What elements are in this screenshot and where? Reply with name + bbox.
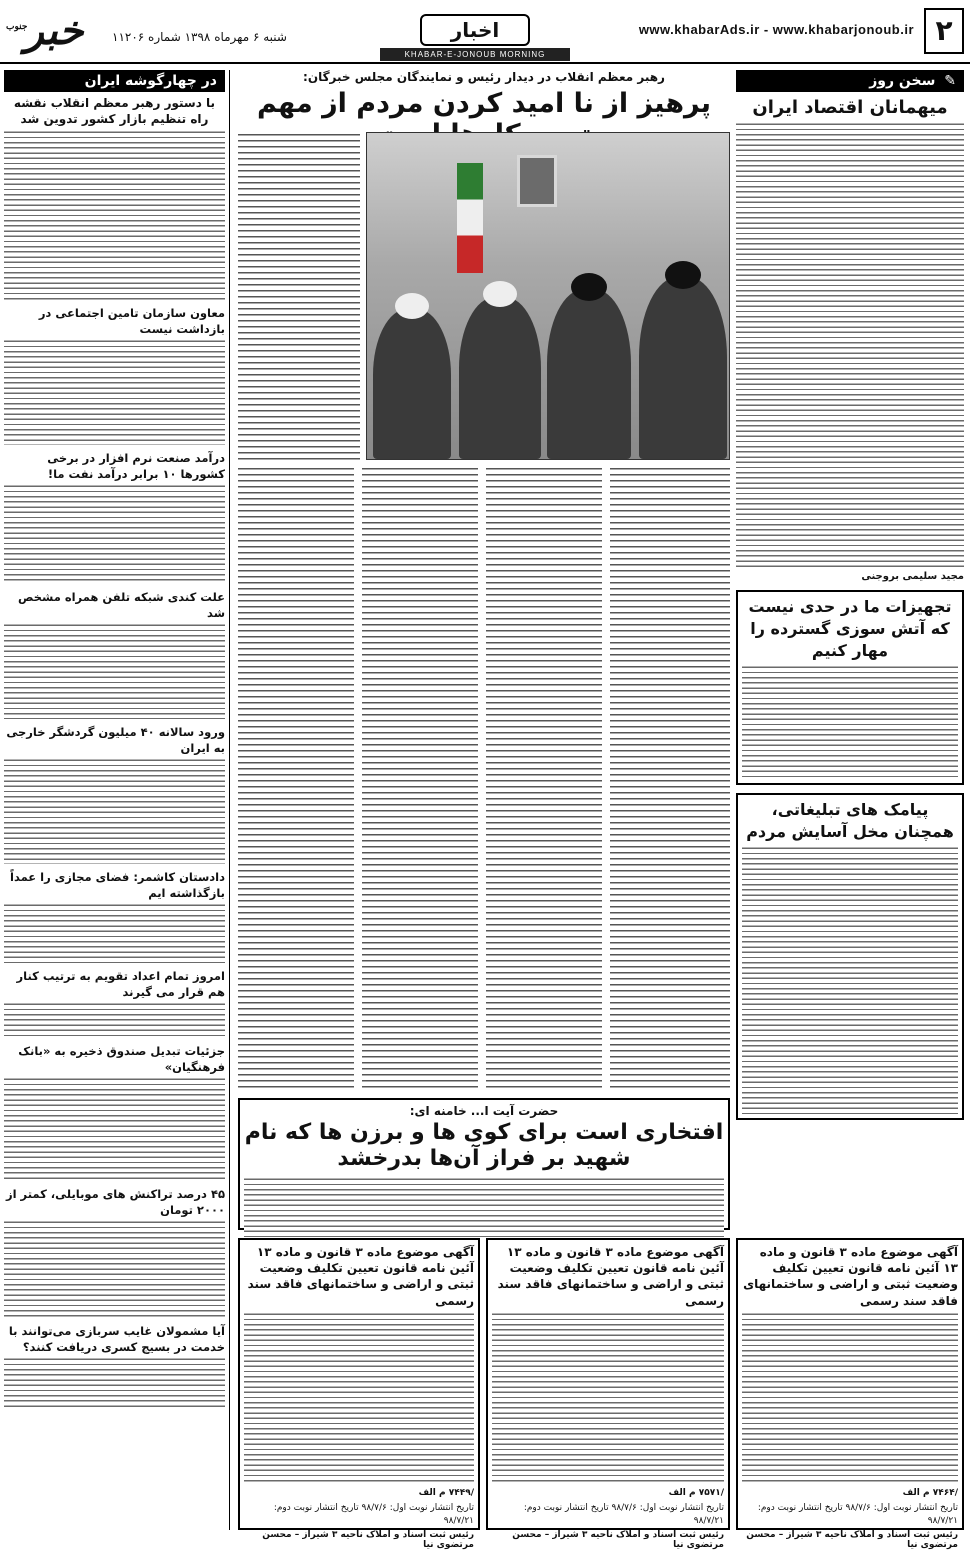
ad-dates: تاریخ انتشار نوبت اول: ۹۸/۷/۶ تاریخ انتشار نوبت دوم: ۹۸/۷/۲۱: [273, 1503, 474, 1526]
ad-body: [244, 1312, 474, 1484]
person-figure: [639, 277, 727, 459]
quote-speaker: حضرت آیت ا... خامنه ای:: [409, 1104, 559, 1118]
story-sms-title: پیامک های تبلیغاتی، همچنان مخل آسایش مردم: [746, 800, 954, 841]
quote-text: افتخاری است برای کوی ها و برزن ها که نام شهید بر فراز آن‌ها بدرخشد: [244, 1120, 724, 1172]
brief-body: [4, 903, 225, 963]
legal-ad-2: [486, 1238, 730, 1550]
turban-shape: [483, 281, 517, 307]
main-headline: پرهیز از نا امید کردن مردم از مهم: [256, 88, 711, 119]
logo-text: خبر: [24, 7, 84, 54]
english-name-strip: KHABAR-E-JONOUB MORNING NEWSPAPER: [380, 48, 570, 61]
editorial-body: [736, 122, 964, 568]
legal-ad-3: [238, 1238, 480, 1550]
ad-signature: رئیس ثبت اسناد و املاک ناحیه ۳ شیراز – محسن مرتضوی نیا: [262, 1529, 474, 1550]
main-body-col-1: [238, 466, 354, 1092]
story-fire-title: تجهیزات ما در حدی نیست که آتش سوزی گسترده را مهار کنیم: [748, 597, 952, 660]
editorial-author: مجید سلیمی بروجنی: [861, 571, 964, 583]
person-figure: [373, 309, 451, 459]
turban-shape: [395, 293, 429, 319]
brief-title: دادستان کاشمر: فضای مجازی را عمداً بازگذاشته ایم: [10, 870, 225, 900]
logo-subtext: جنوب: [6, 22, 28, 32]
pen-icon: ✎: [944, 73, 956, 89]
main-body-col-2: [362, 466, 478, 1092]
ad-dates: تاریخ انتشار نوبت اول: ۹۸/۷/۶ تاریخ انتشار نوبت دوم: ۹۸/۷/۲۱: [757, 1503, 958, 1526]
brief-title: درآمد صنعت نرم افزار در برخی کشورها ۱۰ برابر درآمد نفت ما!: [47, 451, 225, 481]
turban-shape: [665, 261, 701, 289]
brief-body: [4, 623, 225, 719]
editorial-label: [736, 70, 964, 92]
right-column: [736, 70, 964, 1098]
site-urls[interactable]: www.khabarAds.ir - www.khabarjonoub.ir: [638, 22, 914, 37]
story-sms-body: [742, 846, 958, 1114]
brief-body: [4, 339, 225, 445]
brief-body: [4, 130, 225, 300]
brief-title: آیا مشمولان غایب سربازی می‌توانند با خدمت در بسیج کسری دریافت کنند؟: [8, 1324, 225, 1354]
main-story: [238, 70, 730, 1094]
brief-title: ۴۵ درصد تراکنش های موبایلی، کمتر از ۲۰۰۰ تومان: [5, 1187, 225, 1217]
brief-body: [4, 1077, 225, 1181]
main-body-col-3: [486, 466, 602, 1092]
left-column: [4, 70, 230, 1530]
editorial-title: میهمانان اقتصاد ایران: [752, 97, 948, 118]
ad-title: آگهی موضوع ماده ۳ قانون و ماده ۱۳ آئین نامه قانون تعیین تکلیف وضعیت ثبتی و اراضی و ساختمانهای فاقد سند رسمی: [497, 1245, 724, 1308]
portrait-frame: [517, 155, 557, 207]
brief-body: [4, 1220, 225, 1318]
brief-title: جزئیات تبدیل صندوق ذخیره به «بانک فرهنگیان»: [18, 1044, 225, 1074]
main-body-lead: [238, 132, 360, 460]
section-title: اخبار: [420, 14, 530, 46]
main-body-col-4: [610, 466, 730, 1092]
quote-body: [244, 1177, 724, 1239]
person-figure: [547, 289, 631, 459]
newspaper-logo: [4, 4, 104, 58]
brief-title: ورود سالانه ۴۰ میلیون گردشگر خارجی به ایران: [6, 725, 225, 755]
ad-dates: تاریخ انتشار نوبت اول: ۹۸/۷/۶ تاریخ انتشار نوبت دوم: ۹۸/۷/۲۱: [523, 1503, 724, 1526]
brief-title: معاون سازمان تامین اجتماعی در بازداشت نیست: [38, 306, 225, 336]
brief-body: [4, 1002, 225, 1038]
ad-code: /۷۴۴۹ م الف: [418, 1487, 474, 1498]
brief-title: با دستور رهبر معظم انقلاب نقشه راه تنظیم بازار کشور تدوین شد: [13, 96, 216, 126]
ad-signature: رئیس ثبت اسناد و املاک ناحیه ۳ شیراز – محسن مرتضوی نیا: [512, 1529, 724, 1550]
brief-title: امروز تمام اعداد تقویم به ترتیب کنار هم قرار می گیرند: [16, 969, 225, 999]
ad-title: آگهی موضوع ماده ۳ قانون و ماده ۱۳ آئین نامه قانون تعیین تکلیف وضعیت ثبتی و اراضی و ساختمانهای فاقد سند رسمی: [743, 1245, 958, 1308]
story-fire-equipment: [736, 590, 964, 785]
brief-body: [4, 1357, 225, 1409]
ad-code: /۷۴۶۴ م الف: [902, 1487, 958, 1498]
ad-code: /۷۵۷۱ م الف: [668, 1487, 724, 1498]
meeting-photo: [366, 132, 730, 460]
masthead: [0, 0, 970, 72]
brief-body: [4, 758, 225, 864]
story-sms-ads: [736, 793, 964, 1120]
issue-dateline: شنبه ۶ مهرماه ۱۳۹۸ شماره ۱۱۲۰۶: [112, 30, 287, 44]
editorial-label-text: سخن روز: [869, 73, 936, 89]
flag-icon: [457, 163, 483, 273]
turban-shape: [571, 273, 607, 301]
legal-ad-1: [736, 1238, 964, 1550]
story-fire-body: [742, 665, 958, 779]
person-figure: [459, 297, 541, 459]
page-number: ۲: [924, 8, 964, 54]
main-supertitle: رهبر معظم انقلاب در دیدار رئیس و نمایندگان مجلس خبرگان:: [303, 70, 665, 84]
four-corners-label: در چهارگوشه ایران: [4, 70, 225, 92]
ad-body: [492, 1312, 724, 1484]
ad-body: [742, 1312, 958, 1484]
brief-body: [4, 484, 225, 584]
quote-box: [238, 1098, 730, 1230]
brief-title: علت کندی شبکه تلفن همراه مشخص شد: [18, 590, 225, 620]
ad-title: آگهی موضوع ماده ۳ قانون و ماده ۱۳ آئین نامه قانون تعیین تکلیف وضعیت ثبتی و اراضی و ساختمانهای فاقد سند رسمی: [247, 1245, 474, 1308]
ad-signature: رئیس ثبت اسناد و املاک ناحیه ۳ شیراز – محسن مرتضوی نیا: [746, 1529, 958, 1550]
